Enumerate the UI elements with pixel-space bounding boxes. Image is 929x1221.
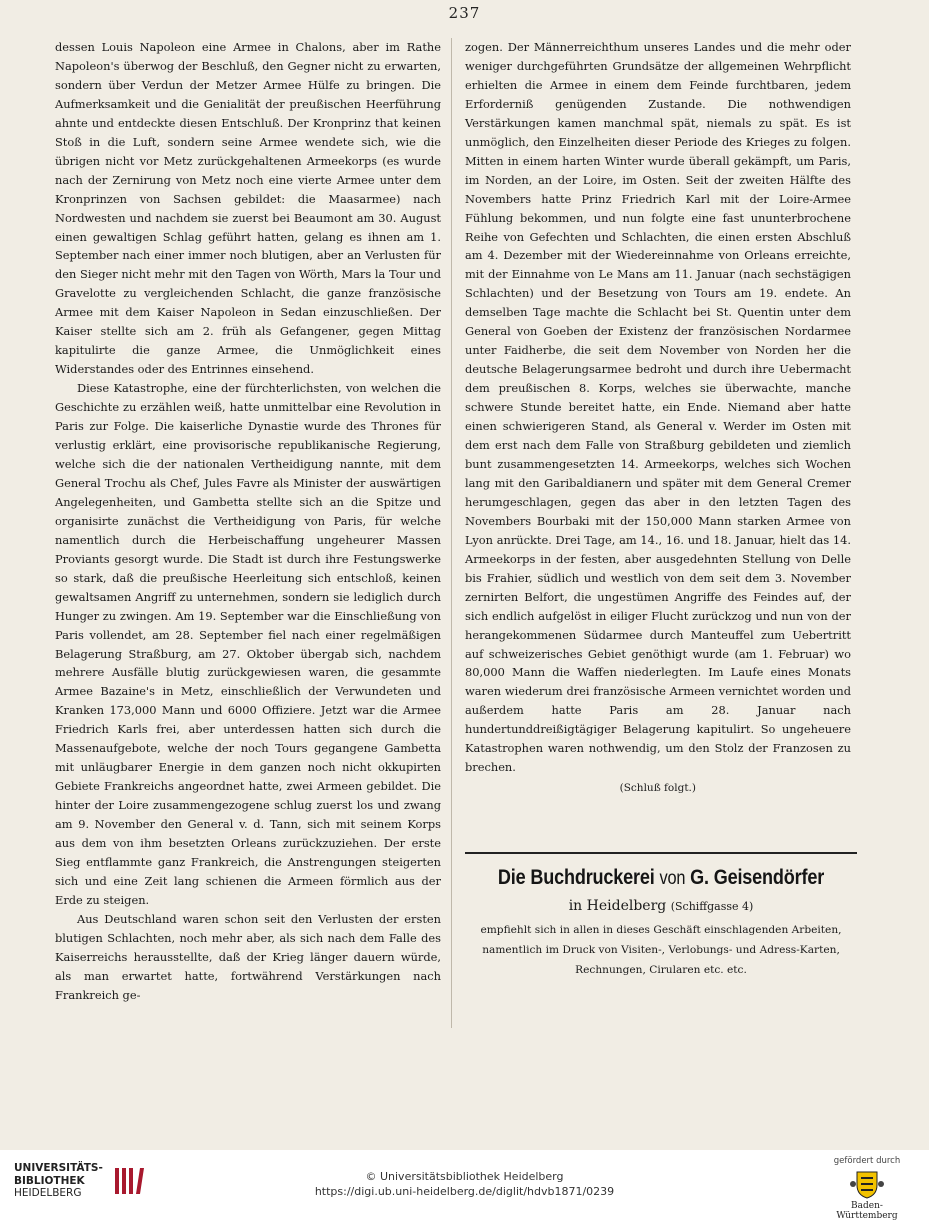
advert-location [465, 898, 857, 914]
funded-by-label: gefördert durch [833, 1156, 901, 1166]
left-text-column [55, 38, 441, 1038]
advert-city: in Heidelberg [568, 898, 667, 914]
advert-title-owner: G. Geisendörfer [690, 866, 825, 889]
continuation-note: (Schluß folgt.) [619, 782, 696, 795]
source-url-link[interactable]: https://digi.ub.uni-heidelberg.de/diglit/hdvb1871/0239 [314, 1185, 615, 1198]
funder-name: Baden-Württemberg [836, 1201, 898, 1221]
paragraph: zogen. Der Männerreichthum unseres Landes und die mehr oder weniger durchgeführten Grundsätze der allgemeinen Wehrpflicht erhielten die Armee in einem dem Feinde furchtbaren, jedem Erforderniß genügenden Zustande. Die nothwendigen Verstärkungen kamen manchmal spät, niemals zu spät. Es ist unmöglich, den Einzelheiten dieser Periode des Krieges zu folgen. Mitten in einem harten Winter wurde überall gekämpft, um Paris, im Norden, an der Loire, im Osten. Seit der zweiten Hälfte des Novembers hatte Prinz Friedrich Karl mit der Loire-Armee Fühlung bekommen, und nun folgte eine fast ununterbrochene Reihe von Gefechten und Schlachten, die einen ersten Abschluß am 4. Dezember mit der Wiedereinnahme von Orleans erreichte, mit der Einnahme von Le Mans am 11. Januar (nach sechstägigen Schlachten) und der Besetzung von Tours am 19. endete. An demselben Tage machte die Schlacht bei St. Quentin unter dem General von Goeben der Existenz der französischen Nordarmee unter Faidherbe, die seit dem November von Norden her die deutsche Belagerungsarmee bedroht und durch ihre Uebermacht dem preußischen 8. Korps, welches sie überwachte, manche schwere Stunde bereitet hatte, ein Ende. Niemand aber hatte einen schwierigeren Stand, als General v. Werder im Osten mit dem erst nach dem Falle von Straßburg gebildeten und ziemlich bunt zusammengesetzten 14. Armeekorps, welches sich Wochen lang mit den Garibaldianern und später mit dem General Cremer herumgeschlagen, gegen das aber in den letzten Tagen des Novembers Bourbaki mit der 150,000 Mann starken Armee von Lyon anrückte. Drei Tage, am 14., 16. und 18. Januar, hielt das 14. Armeekorps in der festen, aber ausgedehnten Stellung von Delle bis Frahier, südlich und westlich von dem seit dem 3. November zernirten Belfort, die ungestümen Angriffe des Feindes auf, der sich endlich aufgelöst in eiliger Flucht zurückzog und nun von der herangekommenen Südarmee durch Manteuffel zum Uebertritt auf schweizerisches Gebiet genöthigt wurde (am 1. Februar) wo 80,000 Mann die Waffen niederlegten. Im Laufe eines Monats waren wiederum drei französische Armeen vernichtet worden und außerdem hatte Paris am 28. Januar nach hundertunddreißigtägiger Belagerung kapitulirt. So ungeheuere Katastrophen waren nothwendig, um den Stolz der Franzosen zu brechen. [465, 40, 851, 775]
footer [0, 1150, 929, 1221]
advert-title-name: Die Buchdruckerei [497, 866, 655, 889]
section-rule [465, 852, 857, 854]
advert-title [492, 866, 829, 890]
advert-address: (Schiffgasse 4) [670, 900, 754, 913]
paragraph: Diese Katastrophe, eine der fürchterlichsten, von welchen die Geschichte zu erzählen weiß, hatte unmittelbar eine Revolution in Paris zur Folge. Die kaiserliche Dynastie wurde des Thrones für verlustig erklärt, eine provisorische republikanische Regierung, welche sich die der nationalen Vertheidigung nannte, mit dem General Trochu als Chef, Jules Favre als Minister der auswärtigen Angelegenheiten, und Gambetta stellte sich an die Spitze und organisirte zunächst die Vertheidigung von Paris, für welche namentlich durch die Herbeischaffung ungeheurer Massen Proviants gesorgt wurde. Die Stadt ist durch ihre Festungswerke so stark, daß die preußische Heerleitung sich entschloß, keinen gewaltsamen Angriff zu unternehmen, sondern sie lediglich durch Hunger zu zwingen. Am 19. September war die Einschließung von Paris vollendet, am 28. September fiel nach einer regelmäßigen Belagerung Straßburg, am 27. Oktober übergab sich, nachdem mehrere Ausfälle blutig zurückgewiesen waren, die gesammte Armee Bazaine's in Metz, einschließlich der Verwundeten und Kranken 173,000 Mann und 6000 Offiziere. Jetzt war die Armee Friedrich Karls frei, aber unterdessen hatten sich durch die Massenaufgebote, welche der noch Tours gegangene Gambetta mit unläugbarer Energie in dem ganzen noch nicht okkupirten Gebiete Frankreichs angeordnet hatte, zwei Armeen gebildet. Die hinter der Loire zusammengezogene schlug zuerst los und zwang am 9. November den General v. d. Tann, sich mit seinem Korps aus dem von ihm besetzten Orleans zurückzuziehen. Der erste Sieg entflammte ganz Frankreich, die Anstrengungen steigerten sich und eine Zeit lang schienen die Armeen förmlich aus der Erde zu steigen. [55, 381, 441, 907]
state-seal-icon [849, 1169, 885, 1199]
footer-center [0, 1169, 929, 1199]
paragraph: Aus Deutschland waren schon seit den Verlusten der ersten blutigen Schlachten, noch mehr aber, als sich nach dem Falle des Kaiserreichs herausstellte, daß der Krieg länger dauern würde, als man erwartet hatte, fortwährend Verstärkungen nach Frankreich ge- [55, 911, 441, 1002]
logo-line: HEIDELBERG [14, 1187, 82, 1199]
advertisement [465, 866, 857, 980]
advert-title-von: von [659, 868, 686, 889]
page-number: 237 [448, 4, 481, 22]
paragraph: dessen Louis Napoleon eine Armee in Chalons, aber im Rathe Napoleon's überwog der Beschluß, den Gegner nicht zu erwarten, sondern über Verdun der Metzer Armee Hülfe zu bringen. Die Aufmerksamkeit und die Genialität der preußischen Heerführung ahnte und entdeckte diesen Entschluß. Der Kronprinz that keinen Stoß in die Luft, sondern seine Armee wendete sich, wie die übrigen nicht vor Metz zurückgehaltenen Armeekorps (es wurde nach der Zernirung von Metz noch eine vierte Armee unter dem Kronprinzen von Sachsen gebildet: die Maasarmee) nach Nordwesten und nachdem sie zuerst bei Beaumont am 30. August einen gewaltigen Schlag geführt hatten, gelang es ihnen am 1. September nach einer immer noch blutigen, aber an Verlusten für den Sieger nicht mehr mit den Tagen von Wörth, Mars la Tour und Gravelotte zu vergleichenden Schlacht, die ganze französische Armee mit dem Kaiser Napoleon in Sedan einzuschließen. Der Kaiser stellte sich am 2. früh als Gefangener, gegen Mittag kapitulirte die ganze Armee, die Unmöglichkeit eines Widerstandes oder des Entrinnes einsehend. [55, 40, 441, 377]
copyright-text: © Universitätsbibliothek Heidelberg [365, 1170, 564, 1183]
logo-line: UNIVERSITÄTS- [14, 1162, 103, 1174]
funder-badge [821, 1156, 913, 1221]
logo-line: BIBLIOTHEK [14, 1174, 85, 1187]
right-text-column [465, 38, 851, 798]
column-divider [451, 38, 452, 1028]
advert-body: empfiehlt sich in allen in dieses Geschäft einschlagenden Arbeiten, namentlich im Druck von Visiten-, Verlobungs- und Adress-Karten, Rechnungen, Cirularen etc. etc. [480, 924, 842, 976]
